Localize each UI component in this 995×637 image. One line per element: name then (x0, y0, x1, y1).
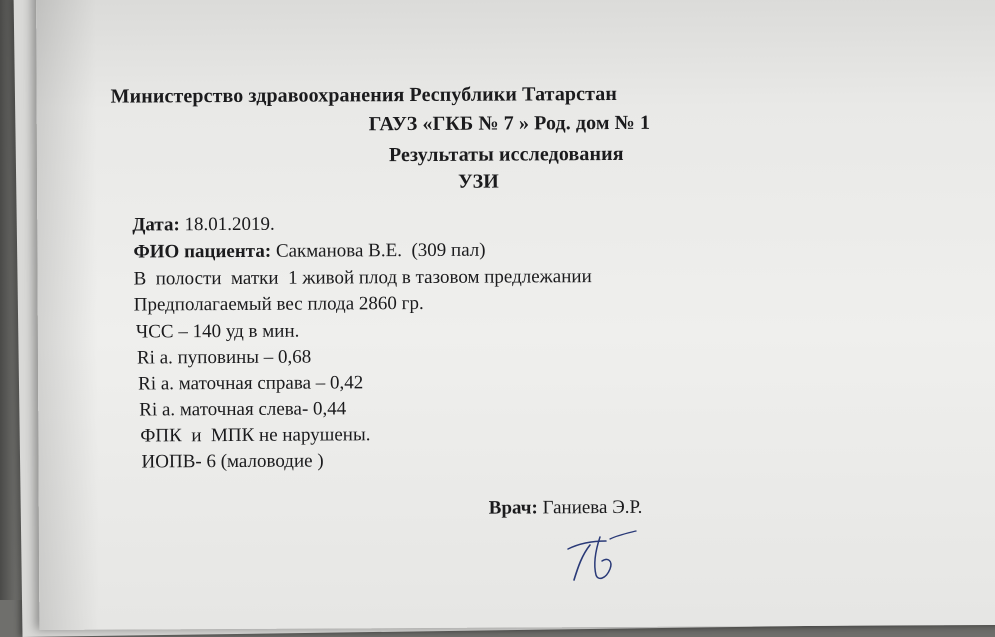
report-title: Результаты исследования (388, 142, 624, 167)
doctor-label: Врач: (488, 497, 538, 519)
patient-line (133, 240, 485, 264)
ultrasound-report-sheet (36, 0, 995, 630)
patient-label: ФИО пациента: (133, 240, 272, 263)
ministry-heading: Министерство здравоохранения Республики Татарстан (110, 82, 618, 108)
finding-line: ФПК и МПК не нарушены. (140, 424, 371, 447)
patient-name: Сакманова В.Е. (309 пал) (275, 239, 486, 262)
date-line (132, 214, 275, 237)
finding-line: Ri а. маточная слева- 0,44 (139, 398, 347, 421)
handwritten-signature (560, 525, 640, 585)
finding-line: В полости матки 1 живой плод в тазовом предлежании (133, 266, 592, 290)
finding-line: ЧСС – 140 уд в мин. (135, 320, 300, 343)
date-value: 18.01.2019. (184, 213, 275, 236)
finding-line: ИОПВ- 6 (маловодие ) (141, 450, 324, 473)
finding-line: Ri а. маточная справа – 0,42 (138, 372, 364, 395)
hospital-heading: ГАУЗ «ГКБ № 7 » Род. дом № 1 (368, 111, 651, 136)
finding-line: Ri а. пуповины – 0,68 (136, 346, 312, 369)
doctor-name: Ганиева Э.Р. (542, 496, 643, 519)
doctor-line (489, 497, 643, 520)
date-label: Дата: (132, 214, 180, 236)
finding-line: Предполагаемый вес плода 2860 гр. (133, 292, 424, 316)
report-subtitle: УЗИ (458, 170, 499, 193)
